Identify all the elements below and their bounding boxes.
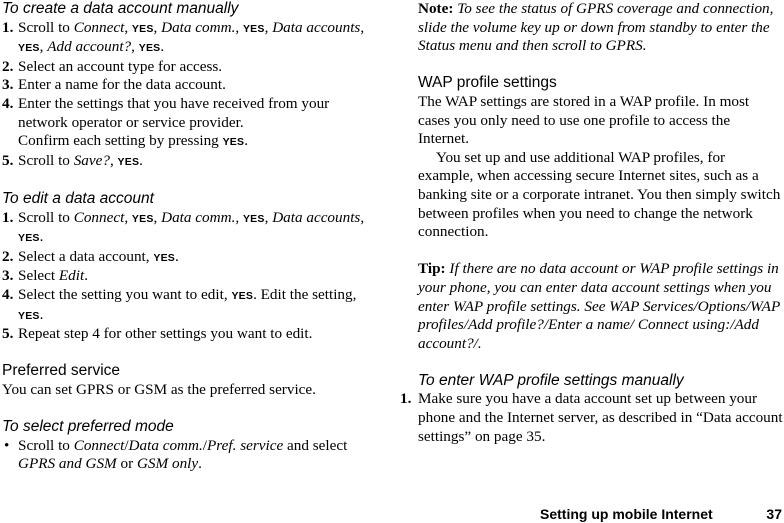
tip-paragraph: Tip: If there are no data account or WAP profile settings in your phone, you can enter data account settings when you enter WAP profile settings. See WAP Services/Options/WAP profiles/Add profile?/Enter a name/ Connect using:/Add account?/. bbox=[418, 260, 780, 352]
heading-enter-wap-profile: To enter WAP profile settings manually bbox=[418, 371, 684, 389]
bullet-icon: • bbox=[4, 436, 10, 454]
yes-key: YES bbox=[18, 232, 40, 245]
wap-paragraph-1: The WAP settings are stored in a WAP profile. In most cases you only need to use one profile to access the Internet. bbox=[418, 92, 750, 148]
menu-connect: Connect bbox=[73, 18, 125, 36]
yes-key: YES bbox=[242, 22, 265, 35]
yes-key: YES bbox=[131, 22, 154, 35]
yes-key: YES bbox=[153, 251, 175, 264]
yes-key: YES bbox=[138, 42, 161, 55]
create-step-3: 3. Enter a name for the data account. bbox=[2, 76, 226, 94]
create-step-5: 5. Scroll to Save?, YES. bbox=[2, 151, 143, 169]
right-column bbox=[400, 0, 784, 446]
edit-step-1: 1. Scroll to Connect, YES, Data comm., YES, Data accounts, YES. bbox=[2, 208, 365, 246]
yes-key: YES bbox=[117, 155, 140, 168]
create-step-2: 2. Select an account type for access. bbox=[2, 57, 223, 75]
note-label: Note: bbox=[418, 0, 454, 17]
left-column bbox=[2, 0, 372, 474]
footer-title: Setting up mobile Internet bbox=[540, 506, 713, 522]
wap-step-1: 1. Make sure you have a data account set up between your phone and the Internet server, as described in “Data account settings” on page 35. bbox=[400, 390, 783, 445]
edit-step-4: 4. Select the setting you want to edit, YES. Edit the setting, YES. bbox=[2, 285, 357, 323]
yes-key: YES bbox=[231, 289, 254, 302]
heading-create-data-account: To create a data account manually bbox=[2, 0, 239, 17]
note-paragraph: Note: To see the status of GPRS coverage and connection, slide the volume key up or down from standby to enter the Status menu and then scroll to GPRS. bbox=[418, 0, 774, 55]
edit-step-5: 5. Repeat step 4 for other settings you want to edit. bbox=[2, 325, 313, 343]
heading-preferred-service: Preferred service bbox=[2, 362, 121, 380]
yes-key: YES bbox=[222, 136, 245, 149]
page-number: 37 bbox=[766, 506, 782, 522]
yes-key: YES bbox=[18, 309, 40, 322]
create-step-1: 1. Scroll to Connect, YES, Data comm., YES, Data accounts, YES, Add account?, YES. bbox=[2, 18, 365, 56]
heading-select-preferred-mode: To select preferred mode bbox=[2, 418, 174, 436]
edit-step-2: 2. Select a data account, YES. bbox=[2, 247, 179, 265]
create-step-4: 4. Enter the settings that you have received from your network operator or service provider. Confirm each setting by pressing YES. bbox=[2, 94, 330, 150]
heading-wap-profile-settings: WAP profile settings bbox=[418, 74, 557, 92]
step-number: 1. bbox=[2, 18, 14, 36]
preferred-mode-bullet: • Scroll to Connect/Data comm./Pref. service and select GPRS and GSM or GSM only. bbox=[4, 436, 348, 473]
heading-edit-data-account: To edit a data account bbox=[2, 189, 154, 207]
yes-key: YES bbox=[18, 42, 40, 55]
yes-key: YES bbox=[242, 212, 265, 225]
preferred-service-text: You can set GPRS or GSM as the preferred service. bbox=[2, 380, 316, 398]
yes-key: YES bbox=[131, 212, 154, 225]
edit-step-3: 3. Select Edit. bbox=[2, 267, 89, 285]
wap-paragraph-2: You set up and use additional WAP profiles, for example, when accessing secure Internet sites, such as a banking site or a corporate intranet. You then simply switch between profiles when you need to change the network connection. bbox=[418, 148, 781, 241]
tip-label: Tip: bbox=[418, 260, 446, 278]
